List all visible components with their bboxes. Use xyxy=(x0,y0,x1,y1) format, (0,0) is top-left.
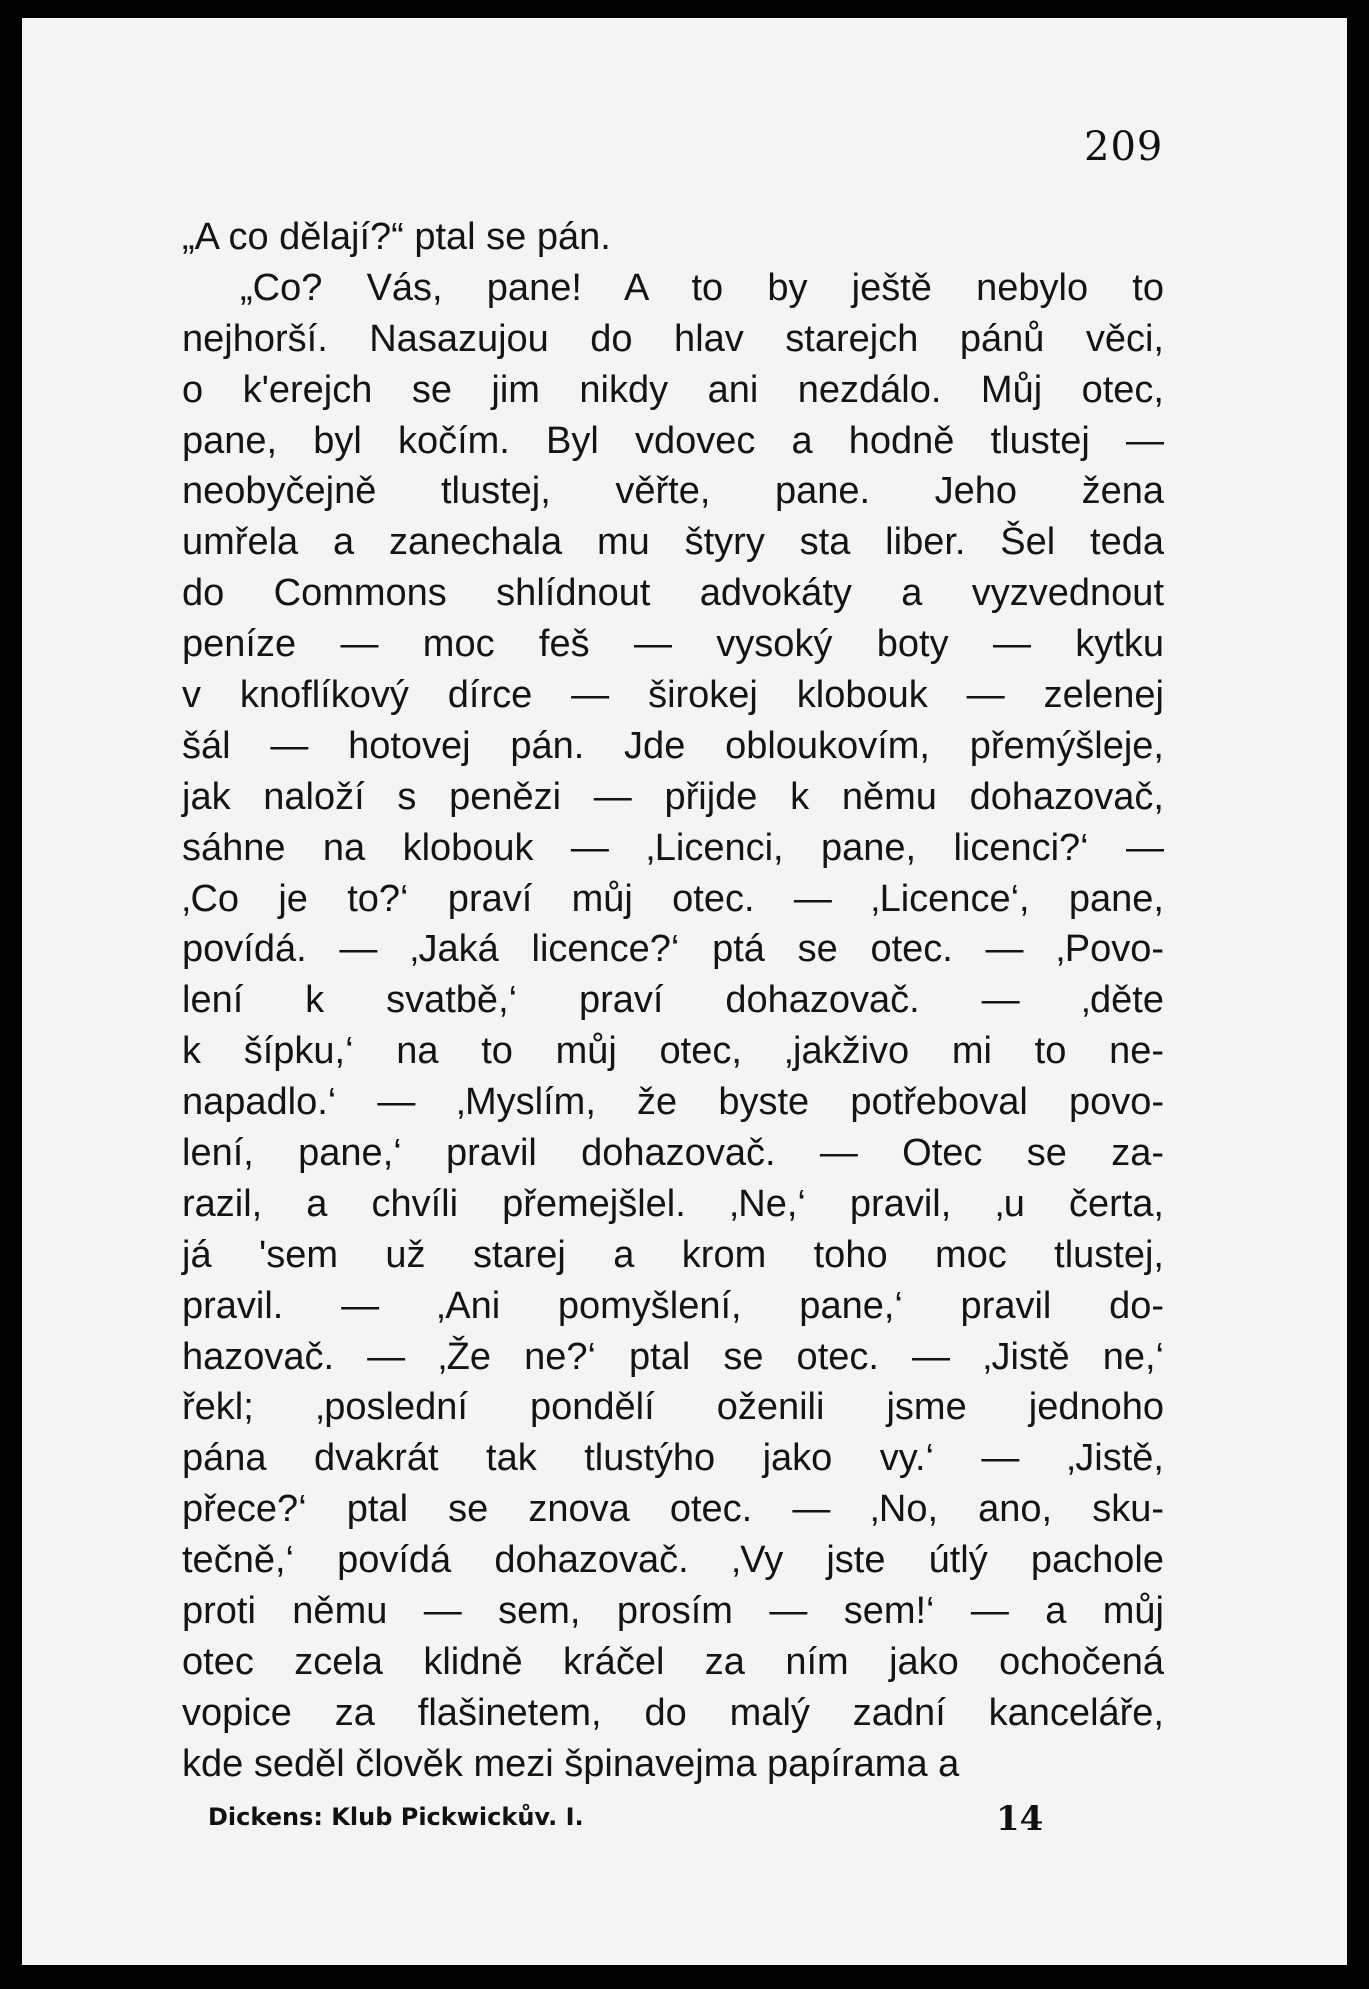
text-line: k šípku,‘ na to můj otec, ‚jakživo mi to ne- xyxy=(182,1030,1164,1073)
body-text xyxy=(182,212,1164,1790)
text-line: „A co dělají?“ ptal se pán. xyxy=(182,216,611,258)
text-line: do Commons shlídnout advokáty a vyzvednout xyxy=(182,572,1164,615)
text-line: vopice za flašinetem, do malý zadní kanceláře, xyxy=(182,1691,1164,1734)
text-line: o k'erejch se jim nikdy ani nezdálo. Můj otec, xyxy=(182,368,1164,411)
text-line: šál — hotovej pán. Jde obloukovím, přemýšleje, xyxy=(182,724,1164,767)
text-line: „Co? Vás, pane! A to by ještě nebylo to xyxy=(240,266,1164,309)
text-line: ‚Co je to?‘ praví můj otec. — ‚Licence‘, pane, xyxy=(182,877,1164,920)
text-line: hazovač. — ‚Že ne?‘ ptal se otec. — ‚Jistě ne,‘ xyxy=(182,1335,1164,1378)
text-line: kde seděl člověk mezi špinavejma papírama a xyxy=(182,1742,960,1785)
text-line: pane, byl kočím. Byl vdovec a hodně tlustej — xyxy=(182,419,1164,462)
text-line: napadlo.‘ — ‚Myslím, že byste potřeboval povo- xyxy=(182,1081,1164,1124)
sheet-number: 14 xyxy=(996,1799,1044,1839)
text-line: umřela a zanechala mu štyry sta liber. Šel teda xyxy=(182,521,1164,564)
text-line: řekl; ‚poslední pondělí oženili jsme jednoho xyxy=(182,1386,1164,1429)
text-line: jak naloží s penězi — přijde k němu dohazovač, xyxy=(182,775,1164,818)
text-line: otec zcela klidně kráčel za ním jako ochočená xyxy=(182,1640,1164,1683)
text-line: pána dvakrát tak tlustýho jako vy.‘ — ‚Jistě, xyxy=(182,1437,1164,1480)
text-line: neobyčejně tlustej, věřte, pane. Jeho žena xyxy=(182,470,1164,513)
page-number: 209 xyxy=(1084,124,1164,170)
book-page xyxy=(22,18,1347,1965)
text-line: pravil. — ‚Ani pomyšlení, pane,‘ pravil do- xyxy=(182,1284,1164,1327)
text-line: přece?‘ ptal se znova otec. — ‚No, ano, sku- xyxy=(182,1488,1164,1531)
text-line: v knoflíkový dírce — širokej klobouk — zelenej xyxy=(182,674,1164,717)
text-line: lení k svatbě,‘ praví dohazovač. — ‚děte xyxy=(182,979,1164,1022)
text-line: povídá. — ‚Jaká licence?‘ ptá se otec. — ‚Povo- xyxy=(182,928,1164,971)
text-line: razil, a chvíli přemejšlel. ‚Ne,‘ pravil, ‚u čerta, xyxy=(182,1182,1164,1225)
text-line: proti němu — sem, prosím — sem!‘ — a můj xyxy=(182,1590,1164,1633)
text-line: tečně,‘ povídá dohazovač. ‚Vy jste útlý pachole xyxy=(182,1539,1164,1582)
text-line: sáhne na klobouk — ‚Licenci, pane, licenci?‘ — xyxy=(182,826,1164,869)
text-line: lení, pane,‘ pravil dohazovač. — Otec se za- xyxy=(182,1132,1164,1175)
text-line: já 'sem už starej a krom toho moc tlustej, xyxy=(182,1233,1164,1276)
text-line: peníze — moc feš — vysoký boty — kytku xyxy=(182,623,1164,666)
footer-signature: Dickens: Klub Pickwickův. I. xyxy=(208,1803,584,1831)
text-line: nejhorší. Nasazujou do hlav starejch pánů věci, xyxy=(182,317,1164,360)
